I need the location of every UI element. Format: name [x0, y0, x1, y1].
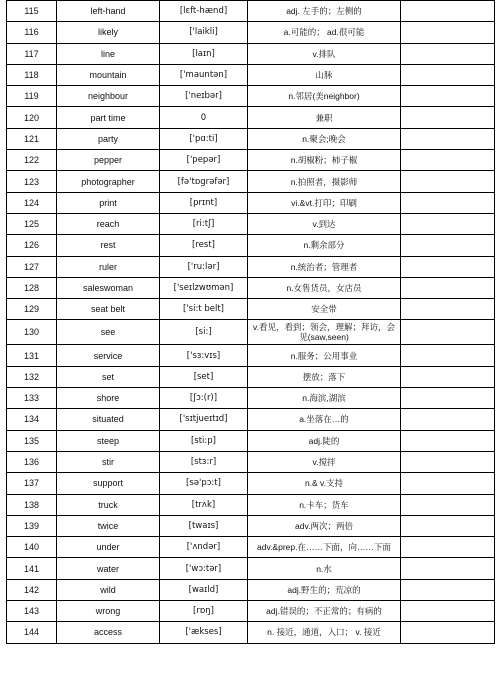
- phonetic-cell: ['ru:lər]: [160, 256, 248, 277]
- phonetic-cell: ['ʌndər]: [160, 537, 248, 558]
- table-row: [7, 43, 495, 64]
- row-number: 143: [7, 601, 57, 622]
- meaning-cell: n.剩余部分: [248, 235, 401, 256]
- empty-cell: [401, 537, 495, 558]
- word-cell: mountain: [57, 64, 160, 85]
- meaning-cell: n.邻居(美neighbor): [248, 86, 401, 107]
- meaning-cell: n.海滨,湖滨: [248, 388, 401, 409]
- table-row: [7, 601, 495, 622]
- phonetic-cell: [stɜ:r]: [160, 451, 248, 472]
- meaning-cell: 山脉: [248, 64, 401, 85]
- row-number: 140: [7, 537, 57, 558]
- empty-cell: [401, 430, 495, 451]
- word-cell: likely: [57, 22, 160, 43]
- row-number: 120: [7, 107, 57, 128]
- table-row: [7, 451, 495, 472]
- word-cell: pepper: [57, 150, 160, 171]
- meaning-cell: n.拍照者，摄影师: [248, 171, 401, 192]
- word-cell: see: [57, 320, 160, 345]
- row-number: 123: [7, 171, 57, 192]
- table-row: [7, 366, 495, 387]
- row-number: 131: [7, 345, 57, 366]
- row-number: 127: [7, 256, 57, 277]
- table-row: [7, 430, 495, 451]
- row-number: 133: [7, 388, 57, 409]
- phonetic-cell: [set]: [160, 366, 248, 387]
- word-cell: party: [57, 128, 160, 149]
- row-number: 141: [7, 558, 57, 579]
- empty-cell: [401, 494, 495, 515]
- phonetic-cell: [sti:p]: [160, 430, 248, 451]
- table-row: [7, 320, 495, 345]
- row-number: 124: [7, 192, 57, 213]
- word-cell: twice: [57, 515, 160, 536]
- table-row: [7, 345, 495, 366]
- table-row: [7, 22, 495, 43]
- table-row: [7, 256, 495, 277]
- meaning-cell: a.坐落在…的: [248, 409, 401, 430]
- table-row: [7, 537, 495, 558]
- table-row: [7, 388, 495, 409]
- row-number: 132: [7, 366, 57, 387]
- row-number: 121: [7, 128, 57, 149]
- word-cell: photographer: [57, 171, 160, 192]
- meaning-cell: n.女售货员，女店员: [248, 277, 401, 298]
- row-number: 126: [7, 235, 57, 256]
- meaning-cell: adj.错误的；不正常的；有病的: [248, 601, 401, 622]
- vocabulary-table: [6, 0, 495, 644]
- table-row: [7, 409, 495, 430]
- row-number: 136: [7, 451, 57, 472]
- empty-cell: [401, 1, 495, 22]
- empty-cell: [401, 107, 495, 128]
- empty-cell: [401, 86, 495, 107]
- table-row: [7, 579, 495, 600]
- row-number: 139: [7, 515, 57, 536]
- phonetic-cell: [twaɪs]: [160, 515, 248, 536]
- row-number: 118: [7, 64, 57, 85]
- word-cell: neighbour: [57, 86, 160, 107]
- phonetic-cell: [rɒŋ]: [160, 601, 248, 622]
- phonetic-cell: [ʃɔ:(r)]: [160, 388, 248, 409]
- empty-cell: [401, 213, 495, 234]
- word-cell: ruler: [57, 256, 160, 277]
- phonetic-cell: [lɛft-hænd]: [160, 1, 248, 22]
- phonetic-cell: ['pepər]: [160, 150, 248, 171]
- table-row: [7, 64, 495, 85]
- table-row: [7, 150, 495, 171]
- table-row: [7, 515, 495, 536]
- phonetic-cell: [ri:tʃ]: [160, 213, 248, 234]
- table-row: [7, 192, 495, 213]
- word-cell: access: [57, 622, 160, 643]
- word-cell: steep: [57, 430, 160, 451]
- empty-cell: [401, 345, 495, 366]
- word-cell: saleswoman: [57, 277, 160, 298]
- table-row: [7, 277, 495, 298]
- word-cell: support: [57, 473, 160, 494]
- row-number: 144: [7, 622, 57, 643]
- table-row: [7, 558, 495, 579]
- phonetic-cell: ['si:t belt]: [160, 299, 248, 320]
- phonetic-cell: [waɪld]: [160, 579, 248, 600]
- meaning-cell: adj. 左手的；左侧的: [248, 1, 401, 22]
- word-cell: part time: [57, 107, 160, 128]
- empty-cell: [401, 150, 495, 171]
- meaning-cell: adj.野生的；荒凉的: [248, 579, 401, 600]
- word-cell: wild: [57, 579, 160, 600]
- row-number: 119: [7, 86, 57, 107]
- meaning-cell: vi.&vt.打印；印刷: [248, 192, 401, 213]
- empty-cell: [401, 299, 495, 320]
- word-cell: water: [57, 558, 160, 579]
- table-row: [7, 622, 495, 643]
- word-cell: set: [57, 366, 160, 387]
- meaning-cell: adj.陡的: [248, 430, 401, 451]
- empty-cell: [401, 320, 495, 345]
- empty-cell: [401, 235, 495, 256]
- empty-cell: [401, 601, 495, 622]
- word-cell: wrong: [57, 601, 160, 622]
- phonetic-cell: ['sɪtjueɪtɪd]: [160, 409, 248, 430]
- phonetic-cell: [rest]: [160, 235, 248, 256]
- table-row: [7, 171, 495, 192]
- word-cell: under: [57, 537, 160, 558]
- word-cell: line: [57, 43, 160, 64]
- row-number: 117: [7, 43, 57, 64]
- phonetic-cell: [si:]: [160, 320, 248, 345]
- row-number: 142: [7, 579, 57, 600]
- row-number: 138: [7, 494, 57, 515]
- meaning-cell: a.可能的； ad.很可能: [248, 22, 401, 43]
- meaning-cell: adv.两次；两倍: [248, 515, 401, 536]
- meaning-cell: n.& v.支持: [248, 473, 401, 494]
- word-cell: rest: [57, 235, 160, 256]
- empty-cell: [401, 22, 495, 43]
- row-number: 122: [7, 150, 57, 171]
- meaning-cell: n.服务；公用事业: [248, 345, 401, 366]
- meaning-cell: n.统治者；管理者: [248, 256, 401, 277]
- empty-cell: [401, 579, 495, 600]
- phonetic-cell: ['seɪlzwʊmən]: [160, 277, 248, 298]
- table-row: [7, 235, 495, 256]
- word-cell: service: [57, 345, 160, 366]
- empty-cell: [401, 171, 495, 192]
- table-row: [7, 86, 495, 107]
- table-row: [7, 1, 495, 22]
- empty-cell: [401, 366, 495, 387]
- phonetic-cell: [sə'pɔ:t]: [160, 473, 248, 494]
- meaning-cell: n.水: [248, 558, 401, 579]
- phonetic-cell: ['ækses]: [160, 622, 248, 643]
- row-number: 125: [7, 213, 57, 234]
- phonetic-cell: [trʌk]: [160, 494, 248, 515]
- word-cell: left-hand: [57, 1, 160, 22]
- meaning-cell: 摆放；落下: [248, 366, 401, 387]
- row-number: 135: [7, 430, 57, 451]
- empty-cell: [401, 43, 495, 64]
- meaning-cell: n.卡车；货车: [248, 494, 401, 515]
- row-number: 129: [7, 299, 57, 320]
- meaning-cell: n.胡椒粉；柿子椒: [248, 150, 401, 171]
- table-row: [7, 299, 495, 320]
- empty-cell: [401, 515, 495, 536]
- phonetic-cell: [prɪnt]: [160, 192, 248, 213]
- row-number: 130: [7, 320, 57, 345]
- table-row: [7, 494, 495, 515]
- empty-cell: [401, 558, 495, 579]
- empty-cell: [401, 451, 495, 472]
- word-cell: situated: [57, 409, 160, 430]
- table-row: [7, 473, 495, 494]
- word-cell: stir: [57, 451, 160, 472]
- word-cell: truck: [57, 494, 160, 515]
- meaning-cell: 安全带: [248, 299, 401, 320]
- meaning-cell: adv.&prep.在……下面，向……下面: [248, 537, 401, 558]
- table-row: [7, 128, 495, 149]
- empty-cell: [401, 64, 495, 85]
- phonetic-cell: [laɪn]: [160, 43, 248, 64]
- phonetic-cell: ['pɑ:ti]: [160, 128, 248, 149]
- word-cell: print: [57, 192, 160, 213]
- phonetic-cell: ['laikli]: [160, 22, 248, 43]
- empty-cell: [401, 622, 495, 643]
- phonetic-cell: ['neɪbər]: [160, 86, 248, 107]
- meaning-cell: n. 接近，通道，入口； v. 接近: [248, 622, 401, 643]
- table-row: [7, 213, 495, 234]
- word-cell: reach: [57, 213, 160, 234]
- empty-cell: [401, 409, 495, 430]
- word-cell: shore: [57, 388, 160, 409]
- phonetic-cell: [fə'tɒgrəfər]: [160, 171, 248, 192]
- empty-cell: [401, 473, 495, 494]
- meaning-cell: v.排队: [248, 43, 401, 64]
- vocabulary-table-body: [7, 1, 495, 644]
- empty-cell: [401, 192, 495, 213]
- table-row: [7, 107, 495, 128]
- row-number: 116: [7, 22, 57, 43]
- word-cell: seat belt: [57, 299, 160, 320]
- row-number: 128: [7, 277, 57, 298]
- meaning-cell: v.看见，看到；领会，理解；拜访，会见(saw,seen): [248, 320, 401, 345]
- meaning-cell: v.搅拌: [248, 451, 401, 472]
- meaning-cell: v.到达: [248, 213, 401, 234]
- empty-cell: [401, 277, 495, 298]
- row-number: 115: [7, 1, 57, 22]
- phonetic-cell: ['wɔ:tər]: [160, 558, 248, 579]
- empty-cell: [401, 388, 495, 409]
- meaning-cell: 兼职: [248, 107, 401, 128]
- row-number: 137: [7, 473, 57, 494]
- empty-cell: [401, 256, 495, 277]
- empty-cell: [401, 128, 495, 149]
- phonetic-cell: 0: [160, 107, 248, 128]
- phonetic-cell: ['mauntən]: [160, 64, 248, 85]
- meaning-cell: n.聚会;晚会: [248, 128, 401, 149]
- row-number: 134: [7, 409, 57, 430]
- phonetic-cell: ['sɜ:vɪs]: [160, 345, 248, 366]
